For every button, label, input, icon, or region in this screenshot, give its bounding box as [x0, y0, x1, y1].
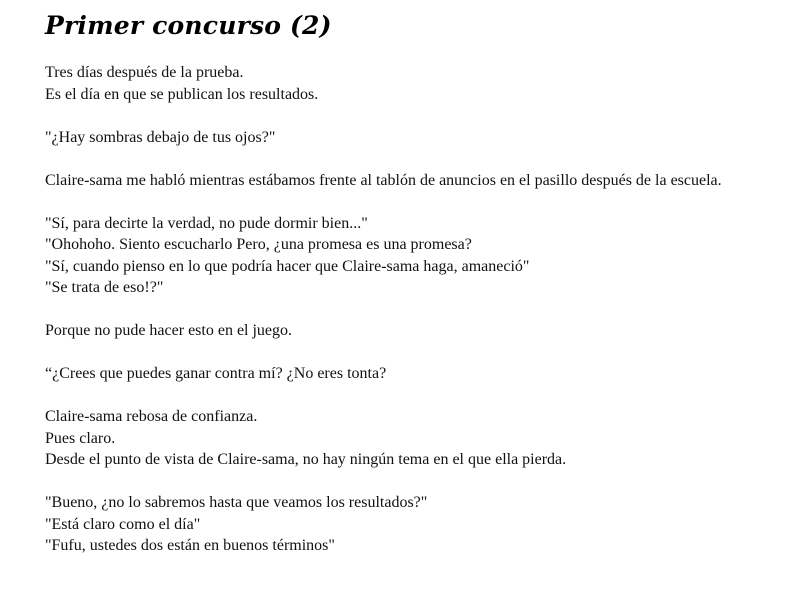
paragraph: [45, 406, 765, 471]
text-line: "Bueno, ¿no lo sabremos hasta que veamos los resultados?": [45, 494, 428, 511]
text-line: "Se trata de eso!?": [45, 279, 164, 296]
chapter-title: Primer concurso (2): [45, 11, 332, 40]
text-line: Es el día en que se publican los resultados.: [45, 85, 319, 103]
paragraph: [45, 62, 765, 105]
text-line: Tres días después de la prueba.: [45, 64, 244, 81]
text-line: Pues claro.: [45, 429, 116, 447]
paragraph: [45, 363, 765, 385]
text-line: Porque no pude hacer esto en el juego.: [45, 322, 293, 339]
text-line: “¿Crees que puedes ganar contra mí? ¿No eres tonta?: [45, 365, 387, 382]
document-page: [45, 10, 765, 578]
text-line: "Ohohoho. Siento escucharlo Pero, ¿una promesa es una promesa?: [45, 236, 472, 253]
text-line: "Está claro como el día": [45, 515, 201, 533]
paragraph: [45, 320, 765, 342]
text-line: Claire-sama rebosa de confianza.: [45, 408, 258, 425]
text-line: "¿Hay sombras debajo de tus ojos?": [45, 128, 276, 146]
paragraph: [45, 213, 765, 299]
paragraph: [45, 170, 765, 192]
paragraph: [45, 127, 765, 149]
text-line: Desde el punto de vista de Claire-sama, no hay ningún tema en el que ella pierda.: [45, 451, 567, 468]
text-line: "Sí, para decirte la verdad, no pude dormir bien...": [45, 214, 368, 232]
text-line: "Fufu, ustedes dos están en buenos términos": [45, 537, 335, 554]
text-line: Claire-sama me habló mientras estábamos frente al tablón de anuncios en el pasillo después de la escuela.: [45, 171, 722, 189]
text-line: "Sí, cuando pienso en lo que podría hacer que Claire-sama haga, amaneció": [45, 257, 530, 275]
paragraph: [45, 492, 765, 557]
